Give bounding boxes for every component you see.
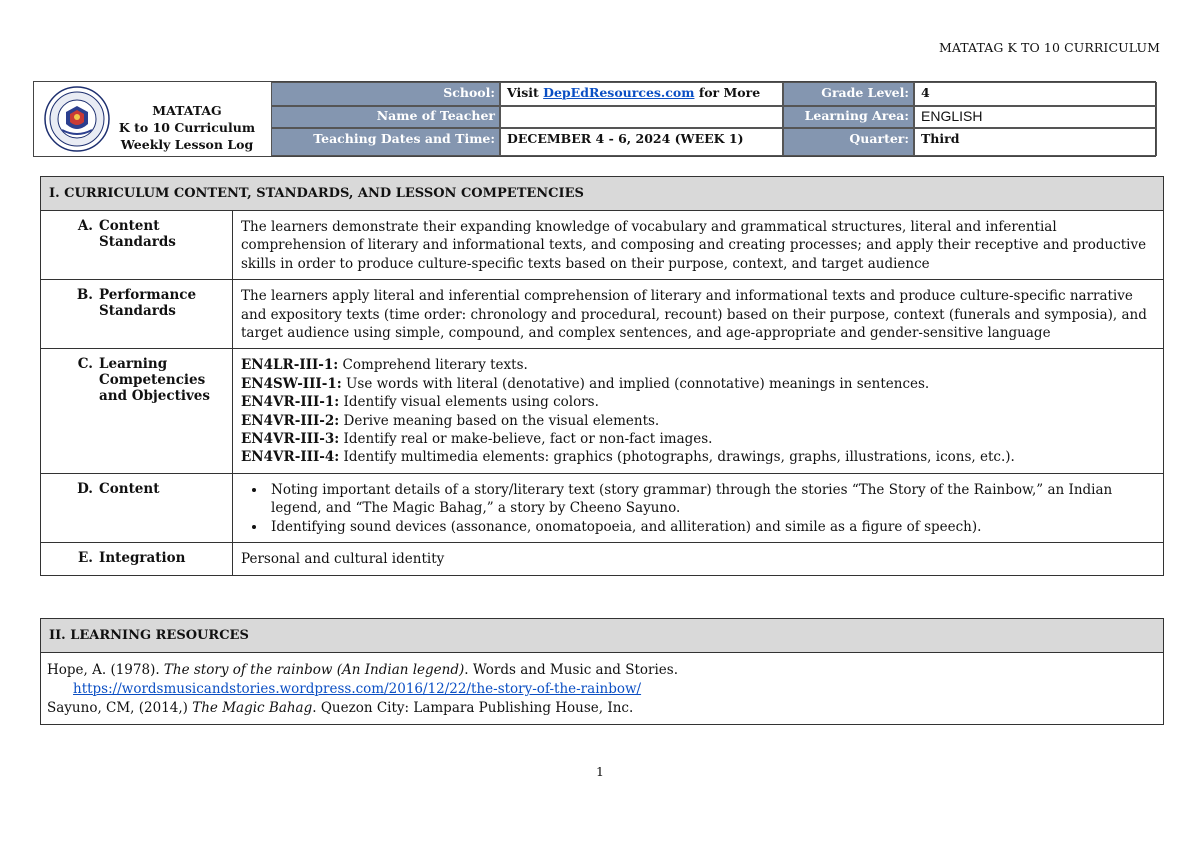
- content-row: [41, 473, 1163, 542]
- teaching-dates-label: Teaching Dates and Time:: [271, 128, 500, 156]
- competency-item: EN4VR-III-1: Identify visual elements using colors.: [241, 394, 599, 411]
- competency-item: EN4SW-III-1: Use words with literal (denotative) and implied (connotative) meanings in sentences.: [241, 375, 930, 392]
- deped-seal-icon: [44, 86, 110, 152]
- content-standards-text: The learners demonstrate their expanding knowledge of vocabulary and grammatical structures, literal and inferential comprehension of literary and informational texts, and composing and creating processes; and apply their receptive and productive skills in order to produce culture-specific texts based on their purpose, context, and target audience: [241, 219, 1147, 272]
- teacher-value: [500, 106, 783, 128]
- learning-area-value: ENGLISH: [914, 106, 1157, 128]
- header-row-dates: [271, 128, 1157, 156]
- lesson-log-header: [33, 81, 1156, 157]
- row-label: A. Content Standards: [41, 211, 233, 279]
- quarter-label: Quarter:: [783, 128, 914, 156]
- header-row-school: [271, 82, 1157, 106]
- row-label: C. Learning Competencies and Objectives: [41, 349, 233, 472]
- integration-text: Personal and cultural identity: [241, 551, 445, 568]
- content-standards-row: [41, 211, 1163, 279]
- header-row-teacher: [271, 106, 1157, 128]
- list-item: • Noting important details of a story/literary text (story grammar) through the stories “The Story of the Rainbow,” an Indian legend, and “The Magic Bahag,” a story by Cheeno Sayuno.: [267, 481, 1155, 518]
- depedresources-link[interactable]: DepEdResources.com: [543, 85, 695, 100]
- content-bullets: [233, 474, 1163, 542]
- school-label: School:: [271, 82, 500, 106]
- row-label: E. Integration: [41, 543, 233, 574]
- performance-standards-text: The learners apply literal and inferential comprehension of literary and informational texts and produce culture-specific narrative and expository texts (time order: chronology and procedural, recount) based on their purpose, context (funerals and symposia), and target audience using simple, compound, and complex sentences, and age-appropriate and gender-sensitive language: [241, 288, 1147, 342]
- running-header: MATATAG K TO 10 CURRICULUM: [938, 40, 1160, 55]
- grade-level-value: 4: [914, 82, 1157, 106]
- learning-resources-section: [40, 618, 1164, 725]
- row-label: B. Performance Standards: [41, 280, 233, 348]
- competency-item: EN4VR-III-4: Identify multimedia elements: graphics (photographs, drawings, graphs, illustrations, icons, etc.).: [241, 449, 1015, 466]
- reference-2: Sayuno, CM, (2014,) The Magic Bahag. Quezon City: Lampara Publishing House, Inc.: [47, 700, 634, 716]
- logo-cell: [34, 82, 271, 156]
- quarter-value: Third: [914, 128, 1157, 156]
- header-title: MATATAG K to 10 Curriculum Weekly Lesson Log: [118, 103, 256, 152]
- teacher-label: Name of Teacher: [271, 106, 500, 128]
- page-number: 1: [596, 764, 604, 779]
- integration-row: [41, 542, 1163, 574]
- resources-list: [41, 653, 1163, 724]
- competencies-list: [233, 349, 1163, 472]
- curriculum-section: [40, 176, 1164, 576]
- school-value: Visit DepEdResources.com for More: [500, 82, 783, 106]
- competency-item: EN4VR-III-2: Derive meaning based on the visual elements.: [241, 412, 660, 429]
- list-item: • Identifying sound devices (assonance, onomatopoeia, and alliteration) and simile as a figure of speech).: [267, 518, 1155, 536]
- section-heading: I. CURRICULUM CONTENT, STANDARDS, AND LESSON COMPETENCIES: [41, 177, 1163, 211]
- competency-item: EN4VR-III-3: Identify real or make-believe, fact or non-fact images.: [241, 431, 713, 448]
- reference-1: Hope, A. (1978). The story of the rainbow (An Indian legend). Words and Music and Stories.: [47, 662, 678, 678]
- learning-area-label: Learning Area:: [783, 106, 914, 128]
- row-label: D. Content: [41, 474, 233, 542]
- performance-standards-row: [41, 279, 1163, 348]
- learning-competencies-row: [41, 348, 1163, 472]
- section-heading: II. LEARNING RESOURCES: [41, 619, 1163, 653]
- rainbow-story-link[interactable]: https://wordsmusicandstories.wordpress.com/2016/12/22/the-story-of-the-rainbow/: [73, 681, 642, 697]
- teaching-dates-value: DECEMBER 4 - 6, 2024 (WEEK 1): [500, 128, 783, 156]
- competency-item: EN4LR-III-1: Comprehend literary texts.: [241, 357, 528, 374]
- grade-level-label: Grade Level:: [783, 82, 914, 106]
